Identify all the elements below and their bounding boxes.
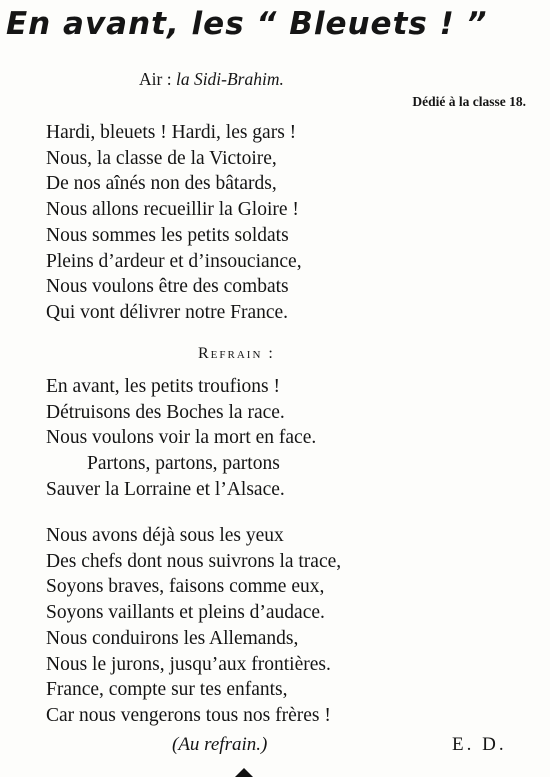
refrain [46, 374, 316, 503]
verse-line: Nous allons recueillir la Gloire ! [46, 199, 299, 221]
au-refrain-note: (Au refrain.) [172, 734, 268, 755]
dedication: Dédié à la classe 18. [412, 94, 526, 109]
tune-line [139, 69, 284, 90]
verse-line: France, compte sur tes enfants, [46, 679, 288, 701]
song-title: En avant, les “ Bleuets ! ” [6, 6, 488, 42]
refrain-line: Partons, partons, partons [87, 453, 280, 475]
refrain-line: Détruisons des Boches la race. [46, 401, 285, 423]
verse-line: Nous sommes les petits soldats [46, 224, 289, 246]
verse-line: Des chefs dont nous suivrons la trace, [46, 550, 342, 572]
verse-line: Soyons braves, faisons comme eux, [46, 576, 325, 598]
refrain-line: En avant, les petits troufions ! [46, 376, 280, 397]
tune-prefix: Air : [139, 69, 172, 89]
author-initials: E. D. [452, 734, 507, 755]
refrain-heading: Refrain : [198, 345, 275, 362]
verse-line: Pleins d’ardeur et d’insouciance, [46, 250, 302, 272]
tune-name: la Sidi-Brahim. [175, 69, 284, 89]
verse-line: Qui vont délivrer notre France. [46, 301, 289, 323]
verse-line: Nous voulons être des combats [46, 276, 289, 298]
verse-line: Nous conduirons les Allemands, [46, 627, 299, 649]
refrain-line: Sauver la Lorraine et l’Alsace. [46, 478, 285, 500]
verse-line: Nous le jurons, jusqu’aux frontières. [46, 653, 331, 675]
verse-line: Nous avons déjà sous les yeux [46, 525, 284, 546]
verse-line: De nos aînés non des bâtards, [46, 173, 277, 195]
stanza-1 [46, 120, 302, 326]
verse-line: Hardi, bleuets ! Hardi, les gars ! [46, 122, 297, 143]
verse-line: Car nous vengerons tous nos frères ! [46, 704, 331, 726]
refrain-line: Nous voulons voir la mort en face. [46, 427, 317, 449]
stanza-2 [46, 523, 341, 729]
verse-line: Soyons vaillants et pleins d’audace. [46, 602, 325, 624]
verse-line: Nous, la classe de la Victoire, [46, 147, 277, 169]
